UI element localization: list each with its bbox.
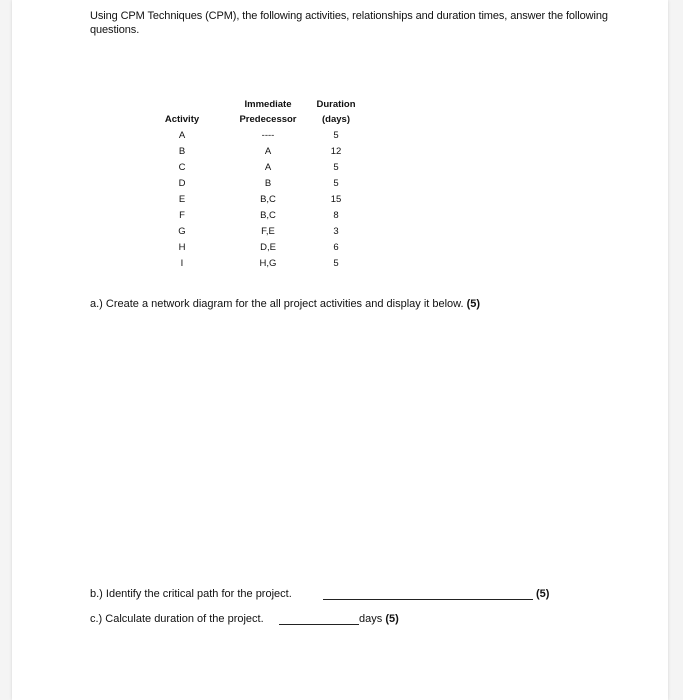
predecessor-cell: H,G [259, 258, 277, 269]
predecessor-cell: B,C [260, 194, 276, 205]
question-b [90, 587, 292, 601]
predecessor-cell: A [264, 162, 272, 173]
activity-cell: E [178, 194, 186, 205]
duration-cell: 6 [333, 242, 339, 253]
question-b-text: b.) Identify the critical path for the project. [90, 588, 292, 600]
question-b-points-wrap [536, 587, 549, 601]
duration-cell: 5 [333, 178, 339, 189]
question-a [90, 297, 480, 311]
predecessor-cell: A [264, 146, 272, 157]
question-c [90, 612, 264, 626]
activity-cell: B [178, 146, 186, 157]
critical-path-answer-line[interactable] [323, 599, 533, 600]
intro-paragraph: Using CPM Techniques (CPM), the following activities, relationships and duration times, answer the following questions. [90, 10, 608, 36]
predecessor-cell: B [264, 178, 272, 189]
document-page [12, 0, 668, 700]
duration-cell: 5 [333, 258, 339, 269]
activity-column [162, 128, 202, 272]
activity-cell: C [178, 162, 186, 173]
predecessor-cell: D,E [260, 242, 276, 253]
duration-cell: 3 [333, 226, 339, 237]
duration-header-line2: (days) [322, 114, 350, 125]
question-a-points: (5) [466, 298, 481, 310]
predecessor-header-line2: Predecessor [239, 114, 297, 125]
activity-cell: I [180, 258, 184, 269]
predecessor-header-line1: Immediate [244, 99, 292, 110]
duration-cell: 5 [333, 162, 339, 173]
duration-header [308, 97, 364, 127]
activity-cell: G [178, 226, 186, 237]
predecessor-cell: ---- [261, 130, 275, 141]
predecessor-header [230, 97, 306, 127]
predecessor-cell: F,E [261, 226, 275, 237]
activity-header: Activity [164, 114, 200, 125]
activity-cell: A [178, 130, 186, 141]
activity-cell: F [179, 210, 185, 221]
duration-cell: 5 [333, 130, 339, 141]
duration-header-line1: Duration [316, 99, 356, 110]
duration-cell: 15 [330, 194, 342, 205]
question-c-suffix: days [359, 613, 383, 625]
question-a-text: a.) Create a network diagram for the all project activities and display it below. [90, 298, 464, 310]
duration-cell: 8 [333, 210, 339, 221]
duration-column [316, 128, 356, 272]
predecessor-cell: B,C [260, 210, 276, 221]
activity-cell: D [178, 178, 186, 189]
duration-answer-line[interactable] [279, 624, 359, 625]
duration-cell: 12 [330, 146, 342, 157]
question-c-points: (5) [385, 613, 399, 625]
activity-cell: H [178, 242, 186, 253]
question-b-points: (5) [536, 588, 550, 600]
predecessor-column [240, 128, 296, 272]
question-c-text: c.) Calculate duration of the project. [90, 613, 264, 625]
question-c-suffix-wrap [359, 612, 399, 626]
